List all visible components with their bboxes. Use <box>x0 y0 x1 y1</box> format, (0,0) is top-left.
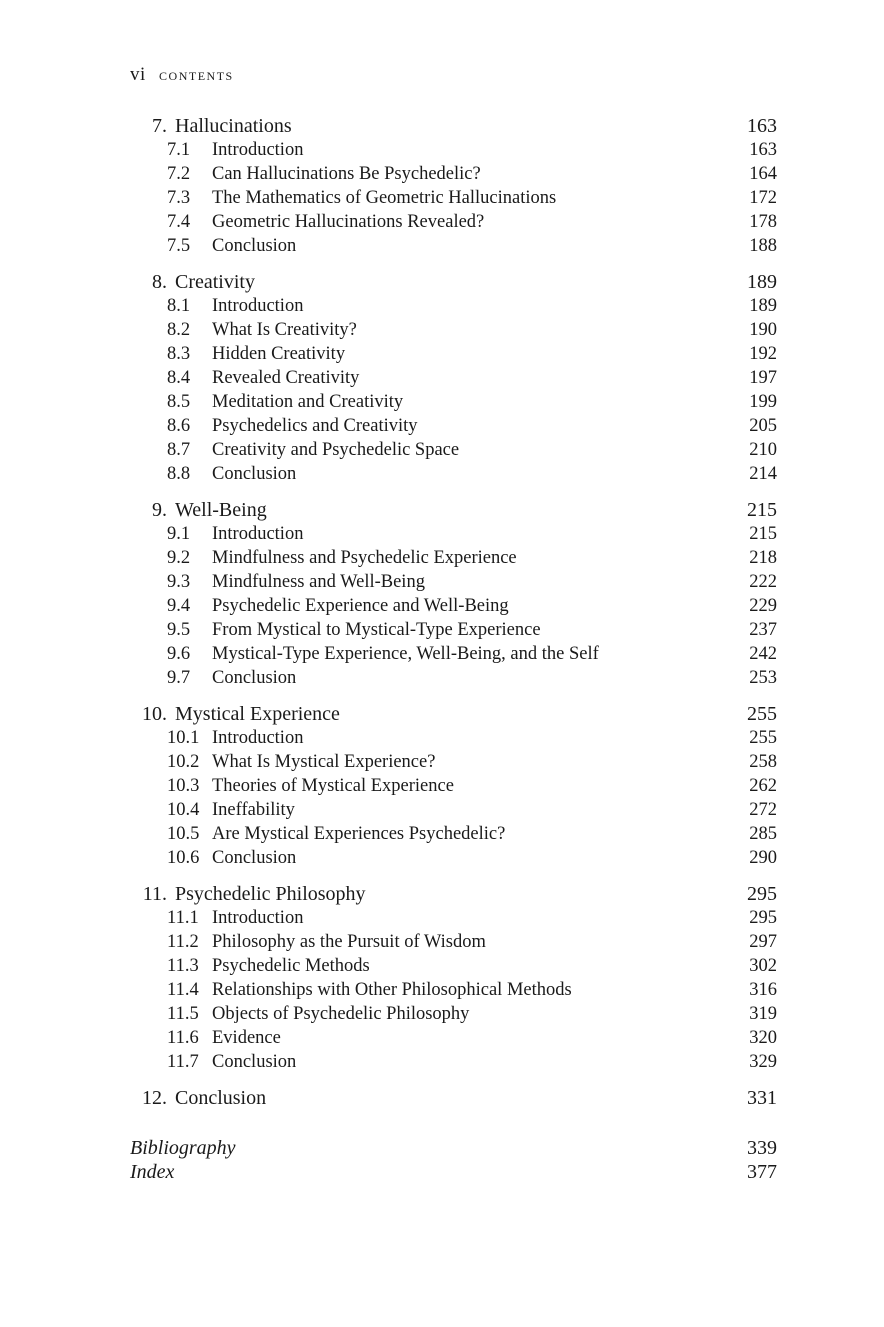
section-title: Can Hallucinations Be Psychedelic? <box>212 164 481 184</box>
back-matter-page-number: 339 <box>747 1137 777 1159</box>
section-page-number: 302 <box>749 956 777 976</box>
section-number: 11.4 <box>167 980 199 1000</box>
section-number: 9.6 <box>167 644 191 664</box>
section-entry[interactable] <box>130 462 777 486</box>
chapter-entry[interactable] <box>130 702 777 726</box>
page-folio: vi <box>130 64 146 85</box>
section-entry[interactable] <box>130 978 777 1002</box>
section-page-number: 218 <box>749 548 777 568</box>
table-of-contents <box>130 114 777 1184</box>
section-entry[interactable] <box>130 294 777 318</box>
chapter-entry[interactable] <box>130 498 777 522</box>
section-title: Philosophy as the Pursuit of Wisdom <box>212 932 486 952</box>
section-entry[interactable] <box>130 342 777 366</box>
back-matter-title: Bibliography <box>130 1137 236 1159</box>
section-entry[interactable] <box>130 1026 777 1050</box>
chapter-number: 10. <box>142 703 167 725</box>
section-entry[interactable] <box>130 414 777 438</box>
toc-chapter <box>130 498 777 690</box>
toc-chapter <box>130 882 777 1074</box>
section-page-number: 222 <box>749 572 777 592</box>
section-page-number: 164 <box>749 164 777 184</box>
section-page-number: 297 <box>749 932 777 952</box>
section-title: Objects of Psychedelic Philosophy <box>212 1004 470 1024</box>
section-entry[interactable] <box>130 774 777 798</box>
section-title: Psychedelics and Creativity <box>212 416 418 436</box>
section-entry[interactable] <box>130 906 777 930</box>
section-title: Geometric Hallucinations Revealed? <box>212 212 485 232</box>
section-page-number: 214 <box>749 464 777 484</box>
toc-chapter <box>130 114 777 258</box>
section-number: 8.8 <box>167 464 191 484</box>
chapter-page-number: 331 <box>747 1087 777 1109</box>
section-page-number: 197 <box>749 368 777 388</box>
section-number: 7.1 <box>167 140 191 160</box>
section-number: 10.3 <box>167 776 200 796</box>
running-title: contents <box>159 65 234 84</box>
section-number: 11.6 <box>167 1028 199 1048</box>
section-title: Psychedelic Experience and Well-Being <box>212 596 509 616</box>
section-title: The Mathematics of Geometric Hallucinations <box>212 188 557 208</box>
section-number: 8.3 <box>167 344 191 364</box>
chapter-number: 7. <box>152 115 167 137</box>
section-entry[interactable] <box>130 570 777 594</box>
section-number: 8.1 <box>167 296 191 316</box>
section-title: Hidden Creativity <box>212 344 346 364</box>
section-number: 8.2 <box>167 320 191 340</box>
section-entry[interactable] <box>130 798 777 822</box>
section-title: Conclusion <box>212 1052 297 1072</box>
section-page-number: 172 <box>749 188 777 208</box>
section-page-number: 199 <box>749 392 777 412</box>
chapter-entry[interactable] <box>130 270 777 294</box>
section-page-number: 205 <box>749 416 777 436</box>
section-number: 11.2 <box>167 932 199 952</box>
section-number: 10.5 <box>167 824 200 844</box>
section-number: 11.3 <box>167 956 199 976</box>
back-matter-entry[interactable] <box>130 1160 777 1184</box>
section-number: 9.7 <box>167 668 191 688</box>
section-page-number: 215 <box>749 524 777 544</box>
section-entry[interactable] <box>130 210 777 234</box>
section-title: What Is Creativity? <box>212 320 357 340</box>
section-entry[interactable] <box>130 846 777 870</box>
section-entry[interactable] <box>130 666 777 690</box>
section-entry[interactable] <box>130 318 777 342</box>
section-page-number: 285 <box>749 824 777 844</box>
section-entry[interactable] <box>130 594 777 618</box>
chapter-title: Conclusion <box>175 1087 267 1109</box>
section-title: Introduction <box>212 908 304 928</box>
section-page-number: 189 <box>749 296 777 316</box>
chapter-title: Psychedelic Philosophy <box>175 883 366 905</box>
section-page-number: 329 <box>749 1052 777 1072</box>
section-number: 8.4 <box>167 368 191 388</box>
chapter-page-number: 189 <box>747 271 777 293</box>
section-page-number: 319 <box>749 1004 777 1024</box>
section-entry[interactable] <box>130 162 777 186</box>
section-number: 8.5 <box>167 392 191 412</box>
section-number: 8.7 <box>167 440 191 460</box>
back-matter-title: Index <box>130 1161 175 1183</box>
section-entry[interactable] <box>130 1050 777 1074</box>
section-title: Creativity and Psychedelic Space <box>212 440 460 460</box>
section-number: 9.4 <box>167 596 191 616</box>
chapter-entry[interactable] <box>130 114 777 138</box>
section-number: 11.1 <box>167 908 199 928</box>
section-title: Meditation and Creativity <box>212 392 404 412</box>
section-title: Mindfulness and Well-Being <box>212 572 425 592</box>
section-page-number: 316 <box>749 980 777 1000</box>
chapter-number: 8. <box>152 271 167 293</box>
chapter-number: 12. <box>142 1087 167 1109</box>
section-title: Conclusion <box>212 848 297 868</box>
section-title: What Is Mystical Experience? <box>212 752 436 772</box>
section-entry[interactable] <box>130 186 777 210</box>
section-page-number: 190 <box>749 320 777 340</box>
section-entry[interactable] <box>130 954 777 978</box>
section-number: 8.6 <box>167 416 191 436</box>
section-title: Mystical-Type Experience, Well-Being, and the Self <box>212 644 599 664</box>
section-entry[interactable] <box>130 138 777 162</box>
section-number: 7.2 <box>167 164 191 184</box>
chapter-page-number: 255 <box>747 703 777 725</box>
section-title: Revealed Creativity <box>212 368 360 388</box>
section-page-number: 262 <box>749 776 777 796</box>
back-matter-entry[interactable] <box>130 1136 777 1160</box>
section-number: 7.5 <box>167 236 191 256</box>
section-title: Introduction <box>212 524 304 544</box>
section-number: 9.2 <box>167 548 191 568</box>
section-number: 9.1 <box>167 524 191 544</box>
section-entry[interactable] <box>130 546 777 570</box>
section-entry[interactable] <box>130 366 777 390</box>
section-title: From Mystical to Mystical-Type Experience <box>212 620 541 640</box>
section-page-number: 242 <box>749 644 777 664</box>
section-title: Conclusion <box>212 464 297 484</box>
section-page-number: 163 <box>749 140 777 160</box>
section-entry[interactable] <box>130 750 777 774</box>
section-entry[interactable] <box>130 390 777 414</box>
section-title: Conclusion <box>212 668 297 688</box>
section-number: 10.4 <box>167 800 200 820</box>
section-number: 9.3 <box>167 572 191 592</box>
chapter-title: Creativity <box>175 271 255 293</box>
section-page-number: 188 <box>749 236 777 256</box>
chapter-title: Mystical Experience <box>175 703 340 725</box>
section-number: 11.5 <box>167 1004 199 1024</box>
section-entry[interactable] <box>130 522 777 546</box>
chapter-entry[interactable] <box>130 1086 777 1110</box>
chapter-number: 11. <box>142 883 167 905</box>
chapter-number: 9. <box>152 499 167 521</box>
section-page-number: 253 <box>749 668 777 688</box>
toc-chapter <box>130 702 777 870</box>
chapter-page-number: 163 <box>747 115 777 137</box>
section-title: Conclusion <box>212 236 297 256</box>
chapter-page-number: 215 <box>747 499 777 521</box>
section-page-number: 229 <box>749 596 777 616</box>
section-entry[interactable] <box>130 1002 777 1026</box>
section-page-number: 178 <box>749 212 777 232</box>
section-page-number: 192 <box>749 344 777 364</box>
back-matter <box>130 1136 777 1184</box>
section-title: Are Mystical Experiences Psychedelic? <box>212 824 506 844</box>
section-page-number: 210 <box>749 440 777 460</box>
section-entry[interactable] <box>130 726 777 750</box>
section-page-number: 258 <box>749 752 777 772</box>
toc-chapter <box>130 1086 777 1110</box>
section-title: Psychedelic Methods <box>212 956 370 976</box>
section-number: 10.1 <box>167 728 200 748</box>
section-number: 11.7 <box>167 1052 199 1072</box>
running-header <box>130 64 234 86</box>
section-entry[interactable] <box>130 642 777 666</box>
chapter-title: Well-Being <box>175 499 267 521</box>
section-page-number: 290 <box>749 848 777 868</box>
section-entry[interactable] <box>130 618 777 642</box>
chapter-title: Hallucinations <box>175 115 292 137</box>
section-number: 10.2 <box>167 752 200 772</box>
section-title: Mindfulness and Psychedelic Experience <box>212 548 517 568</box>
section-entry[interactable] <box>130 822 777 846</box>
chapter-entry[interactable] <box>130 882 777 906</box>
section-title: Ineffability <box>212 800 295 820</box>
section-title: Relationships with Other Philosophical Methods <box>212 980 572 1000</box>
section-title: Introduction <box>212 296 304 316</box>
section-entry[interactable] <box>130 438 777 462</box>
section-title: Evidence <box>212 1028 281 1048</box>
section-page-number: 295 <box>749 908 777 928</box>
section-page-number: 237 <box>749 620 777 640</box>
section-title: Introduction <box>212 728 304 748</box>
section-number: 7.4 <box>167 212 191 232</box>
chapter-page-number: 295 <box>747 883 777 905</box>
section-number: 10.6 <box>167 848 200 868</box>
section-title: Introduction <box>212 140 304 160</box>
section-number: 9.5 <box>167 620 191 640</box>
toc-chapter <box>130 270 777 486</box>
section-page-number: 272 <box>749 800 777 820</box>
section-number: 7.3 <box>167 188 191 208</box>
back-matter-page-number: 377 <box>747 1161 777 1183</box>
section-entry[interactable] <box>130 930 777 954</box>
section-page-number: 320 <box>749 1028 777 1048</box>
section-entry[interactable] <box>130 234 777 258</box>
section-page-number: 255 <box>749 728 777 748</box>
section-title: Theories of Mystical Experience <box>212 776 454 796</box>
